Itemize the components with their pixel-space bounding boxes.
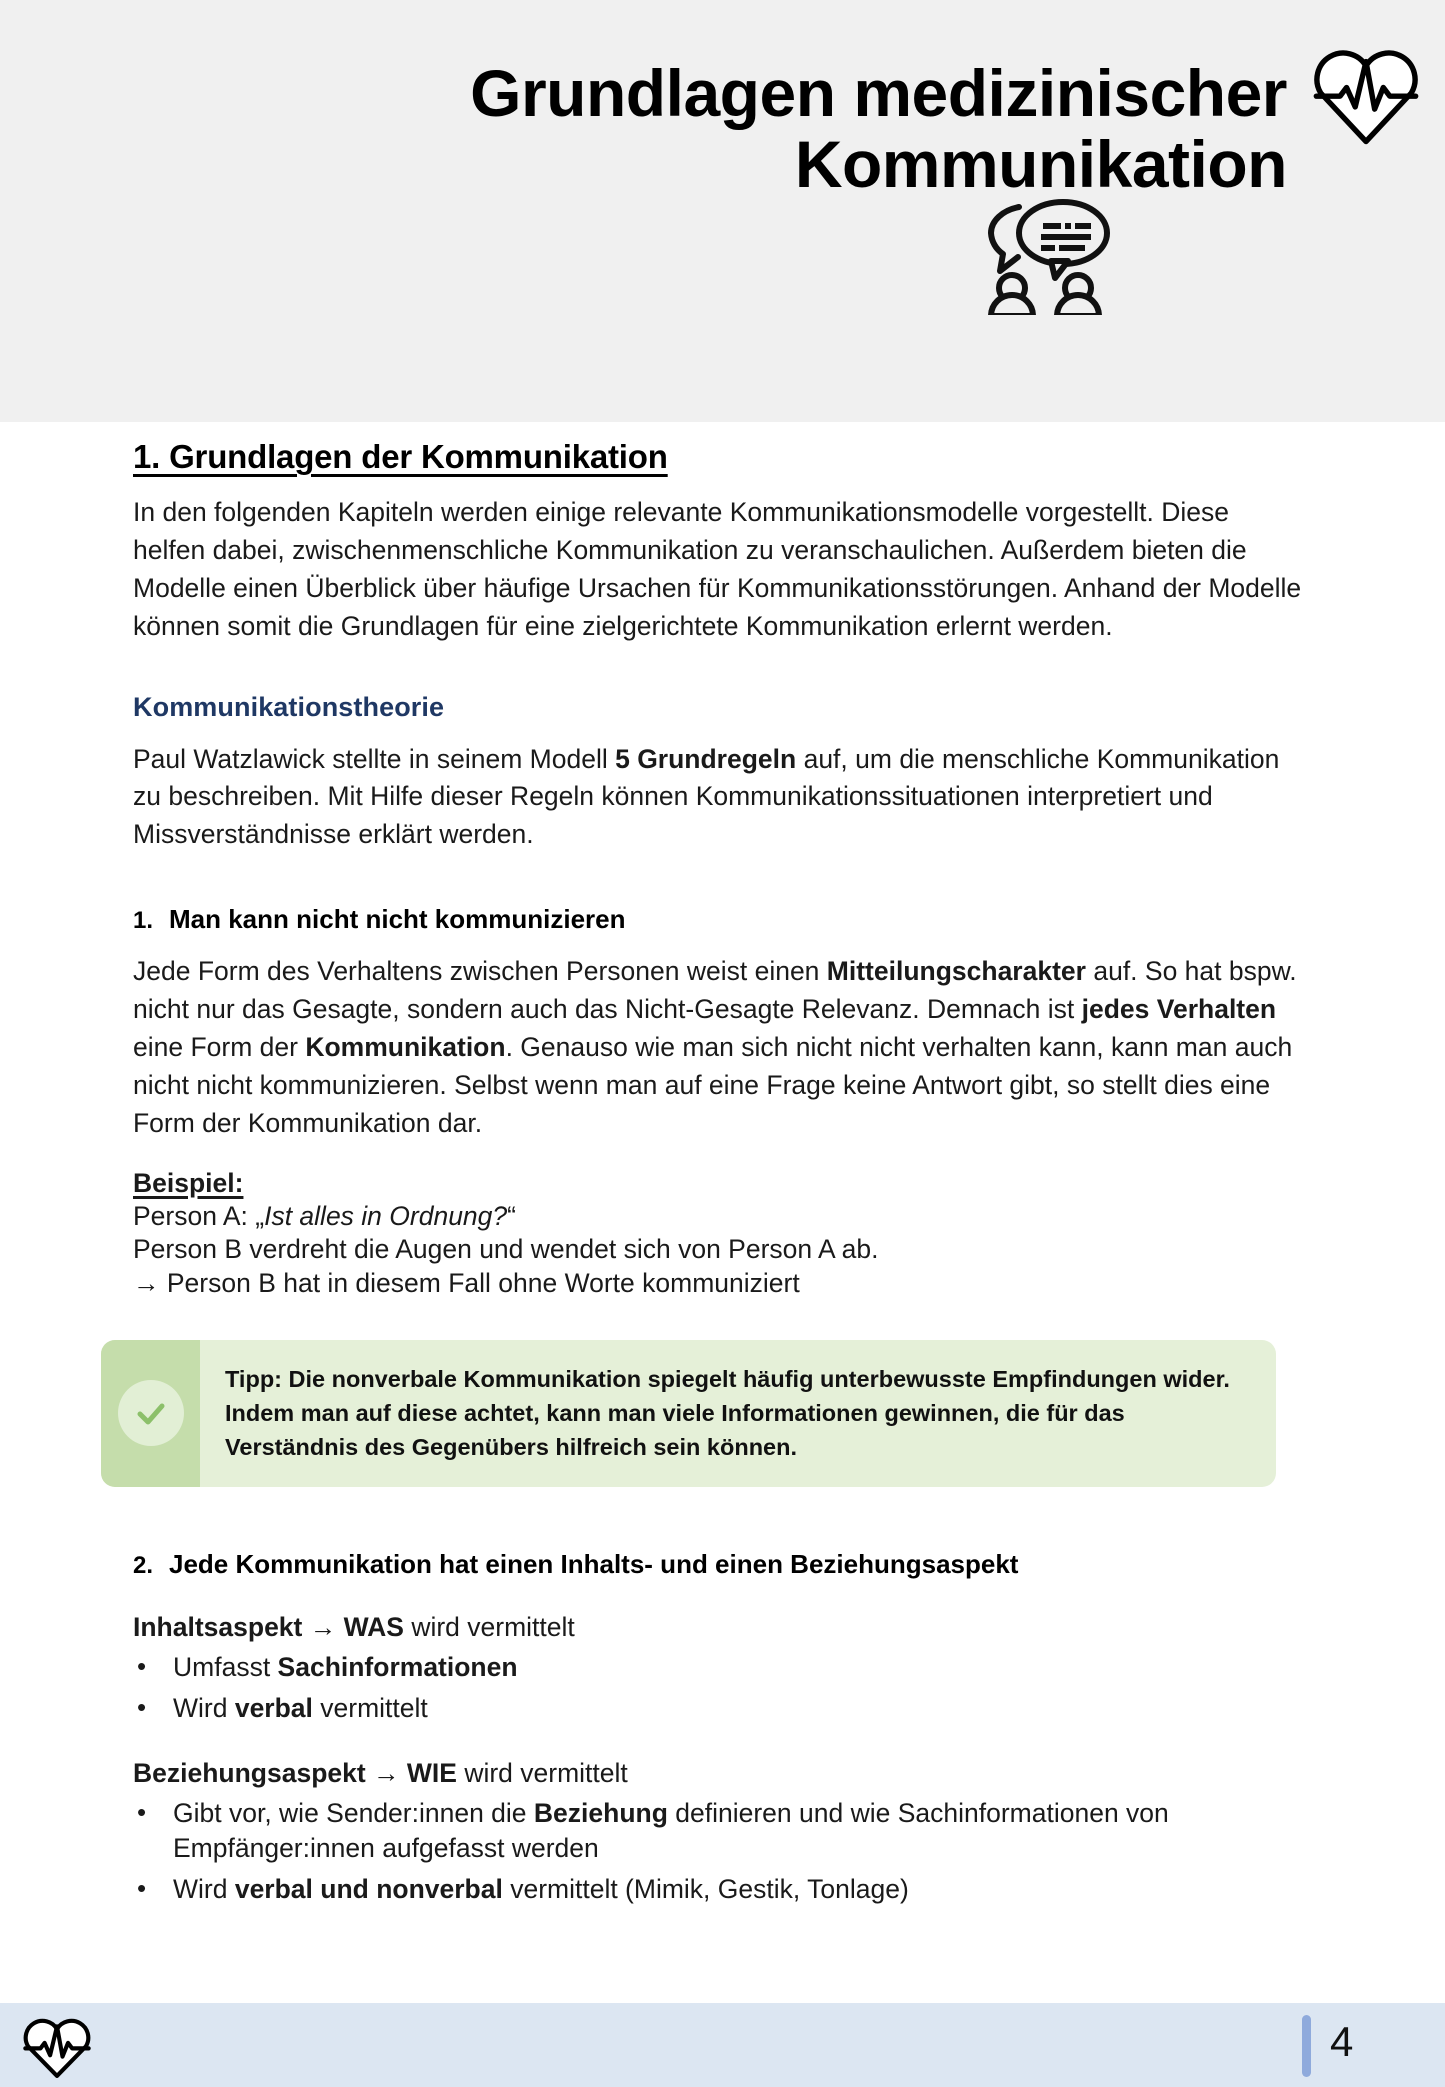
beziehungsaspekt-rest: wird vermittelt	[456, 1758, 628, 1789]
heartbeat-icon	[22, 2016, 92, 2078]
example-label: Beispiel:	[133, 1167, 244, 1198]
bullet-bold: Beziehung	[533, 1798, 668, 1829]
bullet-pre: Gibt vor, wie Sender:innen die	[173, 1798, 534, 1829]
beziehungsaspekt-bullets	[133, 1796, 1305, 1907]
tip-text: Tipp: Die nonverbale Kommunikation spiegelt häufig unterbewusste Empfindungen wider. Indem man auf diese achtet, kann man viele Informationen gewinnen, die für das Verständnis des Gegenübers hilfreich sein können.	[225, 1366, 1230, 1460]
rule-1-text-c: auf. So hat bspw. nicht nur das Gesagte, sondern auch das Nicht-Gesagte Relevanz. Demnach ist	[133, 956, 1297, 1025]
bullet-pre: Umfasst	[173, 1652, 278, 1683]
bullet-post: vermittelt (Mimik, Gestik, Tonlage)	[502, 1874, 909, 1905]
inhaltsaspekt-bullets	[133, 1650, 1305, 1726]
example-person-a-line	[133, 1200, 1305, 1233]
inhaltsaspekt-line	[133, 1610, 1305, 1644]
page-title-line-1: Grundlagen medizinischer	[470, 56, 1287, 130]
beziehungsaspekt-line	[133, 1756, 1305, 1790]
beziehungsaspekt-bold: Beziehungsaspekt → WIE	[133, 1758, 457, 1789]
bullet-bold: Sachinformationen	[277, 1652, 518, 1683]
rule-2-heading	[133, 1549, 1305, 1580]
rule-1-text-a: Jede Form des Verhaltens zwischen Personen weist einen	[133, 956, 827, 987]
theory-paragraph-post: auf, um die menschliche Kommunikation zu beschreiben. Mit Hilfe dieser Regeln können Kommunikationssituationen interpretiert und Missverständnisse erklärt werden.	[133, 743, 1280, 850]
two-people-speech-bubbles-icon	[955, 185, 1140, 315]
example-person-a-post: “	[507, 1201, 516, 1232]
tip-callout-box	[101, 1340, 1276, 1486]
page-title-line-2: Kommunikation	[794, 127, 1287, 202]
rule-2-title: Jede Kommunikation hat einen Inhalts- und einen Beziehungsaspekt	[169, 1548, 1019, 1579]
rule-1-paragraph	[133, 953, 1305, 1142]
theory-paragraph-pre: Paul Watzlawick stellte in seinem Modell	[133, 743, 616, 774]
tip-icon-strip	[101, 1340, 200, 1486]
rule-2-number: 2.	[133, 1551, 154, 1579]
example-person-b-line: Person B verdreht die Augen und wendet sich von Person A ab.	[133, 1234, 879, 1265]
bullet-post: vermittelt	[312, 1693, 428, 1724]
page-title	[267, 58, 1287, 201]
inhaltsaspekt-bold: Inhaltsaspekt → WAS	[133, 1611, 404, 1642]
inhaltsaspekt-rest: wird vermittelt	[403, 1611, 575, 1642]
bullet-bold: verbal	[234, 1693, 313, 1724]
rule-1-bold-mitteilungscharakter: Mitteilungscharakter	[826, 956, 1086, 987]
rule-1-text-e: eine Form der	[133, 1032, 306, 1063]
bullet-pre: Wird	[173, 1874, 235, 1905]
page-header-band	[0, 0, 1445, 422]
bullet-post: definieren und wie Sachinformationen von Empfänger:innen aufgefasst werden	[173, 1798, 1169, 1864]
rule-1-heading	[133, 904, 1305, 935]
page-footer-band	[0, 2003, 1445, 2087]
subheading-kommunikationstheorie: Kommunikationstheorie	[133, 691, 445, 722]
theory-paragraph	[133, 741, 1305, 855]
page-number-accent-bar	[1302, 2015, 1311, 2077]
rule-1-example-block	[133, 1167, 1305, 1301]
rule-1-number: 1.	[133, 907, 154, 935]
rule-1-bold-kommunikation: Kommunikation	[305, 1032, 506, 1063]
bullet-pre: Wird	[173, 1693, 235, 1724]
intro-paragraph: In den folgenden Kapiteln werden einige relevante Kommunikationsmodelle vorgestellt. Diese helfen dabei, zwischenmenschliche Kommunikation zu veranschaulichen. Außerdem bieten die Modelle einen Überblick über häufige Ursachen für Kommunikationsstörungen. Anhand der Modelle können somit die Grundlagen für eine zielgerichtete Kommunikation erlernt werden.	[133, 497, 1302, 641]
theory-paragraph-bold: 5 Grundregeln	[615, 743, 797, 774]
example-person-a-pre: Person A: „	[133, 1201, 265, 1232]
list-item	[133, 1872, 1305, 1907]
example-conclusion-line: → Person B hat in diesem Fall ohne Worte kommuniziert	[133, 1267, 800, 1298]
list-item	[133, 1650, 1305, 1685]
rule-1-title: Man kann nicht nicht kommunizieren	[169, 904, 626, 935]
section-heading-1: 1. Grundlagen der Kommunikation	[133, 438, 668, 475]
list-item	[133, 1796, 1305, 1866]
document-body	[0, 422, 1445, 1907]
rule-1-bold-jedes-verhalten: jedes Verhalten	[1081, 994, 1277, 1025]
rule-1-text-g: . Genauso wie man sich nicht nicht verhalten kann, kann man auch nicht nicht kommunizieren. Selbst wenn man auf eine Frage keine Antwort gibt, so stellt dies eine Form der Kommunikation dar.	[133, 1032, 1293, 1138]
heartbeat-icon	[1312, 42, 1420, 146]
example-person-a-quote: Ist alles in Ordnung?	[264, 1201, 508, 1232]
page-number: 4	[1330, 2018, 1354, 2065]
bullet-bold: verbal und nonverbal	[234, 1874, 503, 1905]
check-circle-icon	[118, 1380, 184, 1446]
list-item	[133, 1691, 1305, 1726]
